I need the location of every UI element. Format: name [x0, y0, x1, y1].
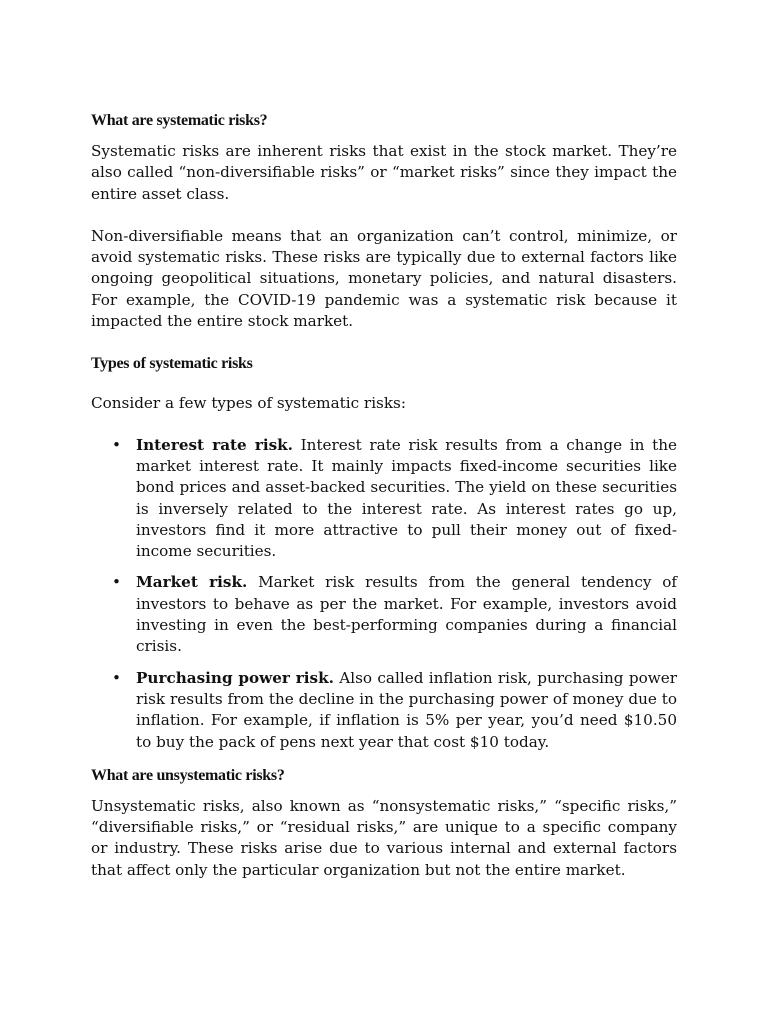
list-item-text: Interest rate risk results from a change in the market interest rate. It mainly impacts fixed-income securities like bond prices and asset-backed securities. The yield on these securities is inversely related to the interest rate. As interest rates go up, investors find it more attractive to pull their money out of fixed-income securities. [136, 435, 677, 561]
heading-unsystematic-risks: What are unsystematic risks? [91, 766, 285, 784]
list-item-term: Market risk. [136, 573, 248, 592]
paragraph-non-diversifiable: Non-diversifiable means that an organization can’t control, minimize, or avoid systematic risks. These risks are typically due to external factors like ongoing geopolitical situations, monetary policies, and natural disasters. For example, the COVID-19 pandemic was a systematic risk because it impacted the entire stock market. [91, 226, 677, 331]
list-item-interest-rate-risk [112, 435, 677, 563]
list-item-market-risk [112, 572, 678, 657]
risk-types-list [91, 435, 677, 753]
list-item-text: Also called inflation risk, purchasing power risk results from the decline in the purchasing power of money due to inflation. For example, if inflation is 5% per year, you’d need $10.50 to buy the pack of pens next year that cost $10 today. [136, 668, 677, 751]
paragraph-types-intro: Consider a few types of systematic risks: [91, 394, 406, 413]
paragraph-unsystematic-definition: Unsystematic risks, also known as “nonsystematic risks,” “specific risks,” “diversifiable risks,” or “residual risks,” are unique to a specific company or industry. These risks arise due to various internal and external factors that affect only the particular organization but not the entire market. [91, 796, 677, 879]
bullet-icon: • [112, 573, 121, 592]
bullet-icon: • [112, 435, 121, 454]
heading-systematic-risks: What are systematic risks? [91, 112, 268, 129]
heading-types-of-systematic-risks: Types of systematic risks [91, 355, 253, 373]
paragraph-systematic-definition: Systematic risks are inherent risks that exist in the stock market. They’re also called “non-diversifiable risks” or “market risks” since they impact the entire asset class. [91, 142, 677, 203]
bullet-icon: • [112, 668, 121, 687]
list-item-term: Purchasing power risk. [136, 668, 334, 687]
list-item-term: Interest rate risk. [136, 435, 293, 454]
list-item-text: Market risk results from the general tendency of investors to behave as per the market. For example, investors avoid investing in even the best-performing companies during a financial crisis. [136, 573, 678, 656]
document-page [91, 110, 677, 881]
list-item-purchasing-power-risk [112, 668, 677, 753]
